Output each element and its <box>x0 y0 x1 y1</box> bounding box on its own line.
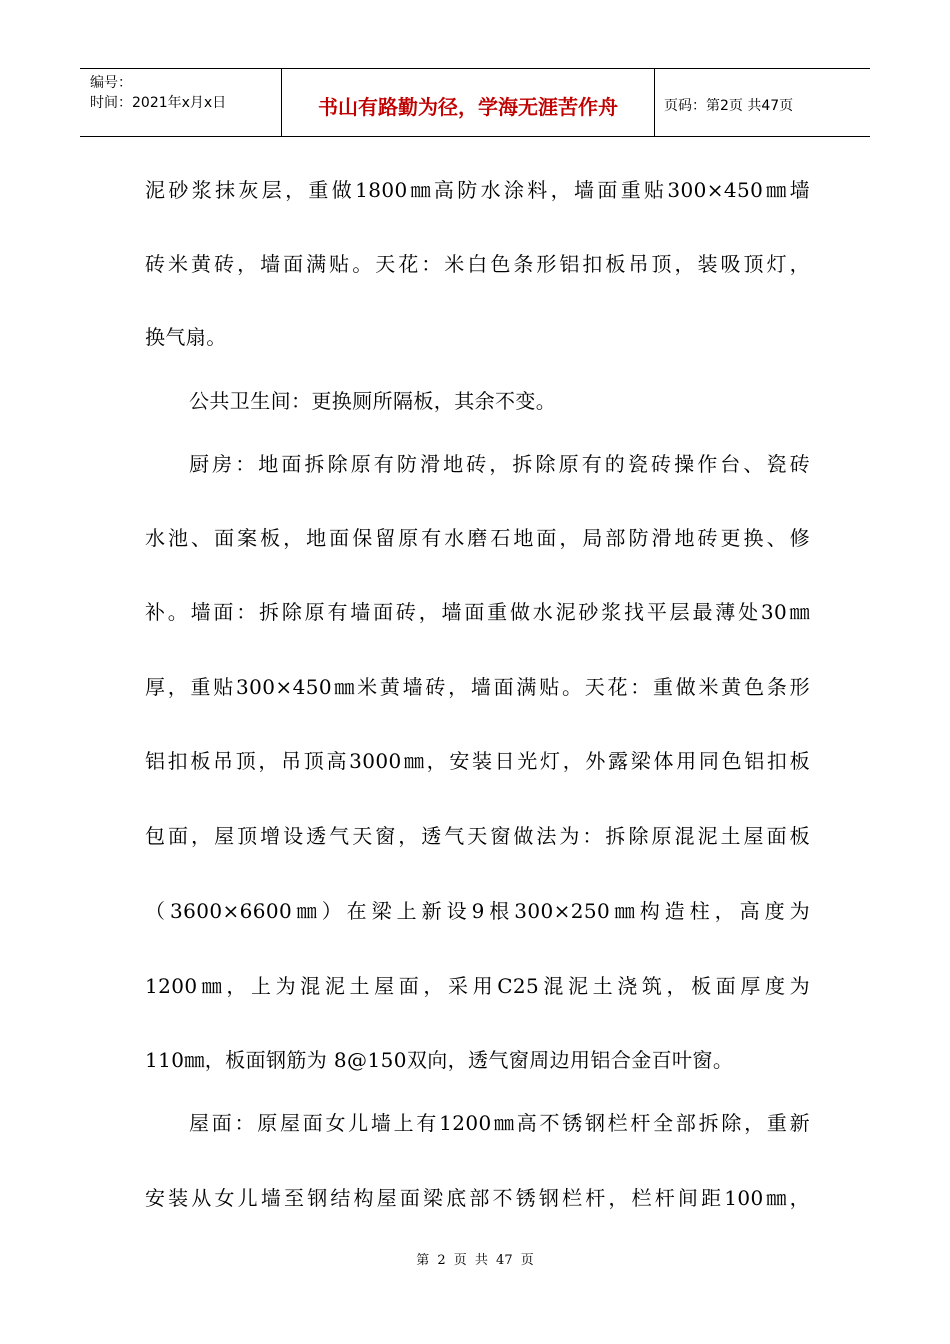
body-line-13: 110㎜，板面钢筋为 8@150双向，透气窗周边用铝合金百叶窗。 <box>145 1048 734 1072</box>
document-date: 时间：2021年x月x日 <box>90 95 227 111</box>
body-line-11: （3600×6600㎜）在梁上新设9根300×250㎜构造柱，高度为 <box>145 899 810 923</box>
body-line-8: 厚，重贴300×450㎜米黄墙砖，墙面满贴。天花：重做米黄色条形 <box>145 675 810 699</box>
body-line-9: 铝扣板吊顶，吊顶高3000㎜，安装日光灯，外露梁体用同色铝扣板 <box>145 749 810 773</box>
body-line-10: 包面，屋顶增设透气天窗，透气天窗做法为：拆除原混泥土屋面板 <box>145 824 810 848</box>
body-line-5: 厨房：地面拆除原有防滑地砖，拆除原有的瓷砖操作台、瓷砖 <box>189 452 810 476</box>
header-divider-right <box>654 68 655 136</box>
header-bottom-border <box>80 136 870 137</box>
body-line-2: 砖米黄砖，墙面满贴。天花：米白色条形铝扣板吊顶，装吸顶灯， <box>145 252 810 276</box>
body-line-15: 安装从女儿墙至钢结构屋面梁底部不锈钢栏杆，栏杆间距100㎜， <box>145 1186 810 1210</box>
header-slogan: 书山有路勤为径，学海无涯苦作舟 <box>318 95 618 119</box>
body-line-12: 1200㎜，上为混泥土屋面，采用C25混泥土浇筑，板面厚度为 <box>145 974 810 998</box>
page-footer: 第 2 页 共 47 页 <box>416 1253 534 1268</box>
body-line-4: 公共卫生间：更换厕所隔板，其余不变。 <box>189 389 557 413</box>
body-line-7: 补。墙面：拆除原有墙面砖，墙面重做水泥砂浆找平层最薄处30㎜ <box>145 600 810 624</box>
body-line-3: 换气扇。 <box>145 325 227 349</box>
header-page-info: 页码：第2页 共47页 <box>664 98 794 114</box>
header-top-border <box>80 68 870 69</box>
body-line-1: 泥砂浆抹灰层，重做1800㎜高防水涂料，墙面重贴300×450㎜墙 <box>145 178 810 202</box>
body-line-6: 水池、面案板，地面保留原有水磨石地面，局部防滑地砖更换、修 <box>145 526 810 550</box>
body-line-14: 屋面：原屋面女儿墙上有1200㎜高不锈钢栏杆全部拆除，重新 <box>189 1111 810 1135</box>
document-number-label: 编号： <box>90 75 132 91</box>
